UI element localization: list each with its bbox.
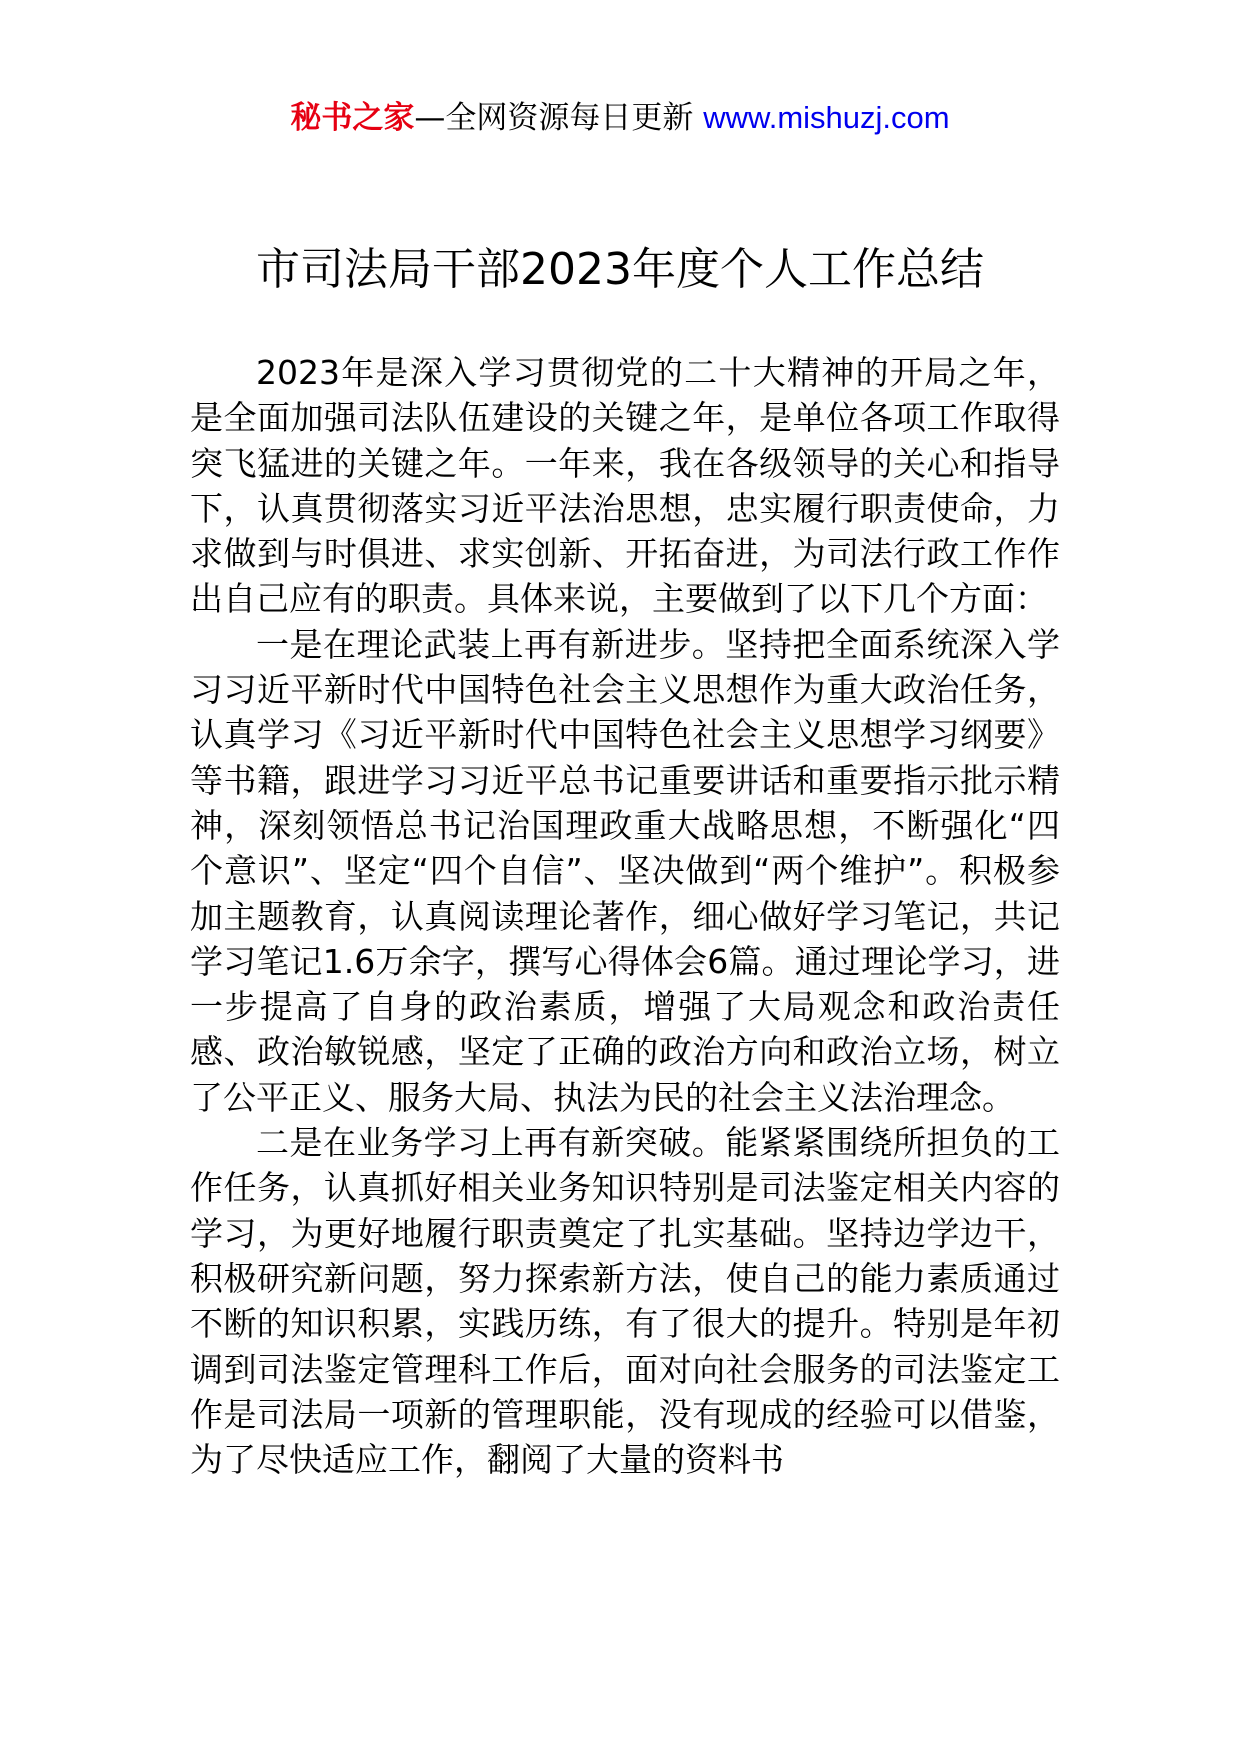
paragraph-theory: 一是在理论武装上再有新进步。坚持把全面系统深入学习习近平新时代中国特色社会主义思想作为重大政治任务，认真学习《习近平新时代中国特色社会主义思想学习纲要》等书籍，跟进学习习近平总书记重要讲话和重要指示批示精神，深刻领悟总书记治国理政重大战略思想，不断强化“四个意识”、坚定“四个自信”、坚决做到“两个维护”。积极参加主题教育，认真阅读理论著作，细心做好学习笔记，共记学习笔记1.6万余字，撰写心得体会6篇。通过理论学习，进一步提高了自身的政治素质，增强了大局观念和政治责任感、政治敏锐感，坚定了正确的政治方向和政治立场，树立了公平正义、服务大局、执法为民的社会主义法治理念。: [190, 624, 1060, 1117]
site-header: [0, 98, 1240, 138]
document-body: [190, 350, 1060, 1482]
paragraph-intro: 2023年是深入学习贯彻党的二十大精神的开局之年，是全面加强司法队伍建设的关键之年，是单位各项工作取得突飞猛进的关键之年。一年来，我在各级领导的关心和指导下，认真贯彻落实习近平法治思想，忠实履行职责使命，力求做到与时俱进、求实创新、开拓奋进，为司法行政工作作出自己应有的职责。具体来说，主要做到了以下几个方面：: [190, 353, 1060, 619]
document-title: 市司法局干部2023年度个人工作总结: [256, 244, 984, 295]
paragraph-business: 二是在业务学习上再有新突破。能紧紧围绕所担负的工作任务，认真抓好相关业务知识特别是司法鉴定相关内容的学习，为更好地履行职责奠定了扎实基础。坚持边学边干，积极研究新问题，努力探索新方法，使自己的能力素质通过不断的知识积累，实践历练，有了很大的提升。特别是年初调到司法鉴定管理科工作后，面对向社会服务的司法鉴定工作是司法局一项新的管理职能，没有现成的经验可以借鉴，为了尽快适应工作，翻阅了大量的资料书: [190, 1123, 1060, 1480]
brand-name: 秘书之家: [290, 100, 415, 136]
site-url-link[interactable]: www.mishuzj.com: [703, 100, 950, 135]
header-tagline: —全网资源每日更新: [414, 100, 704, 136]
